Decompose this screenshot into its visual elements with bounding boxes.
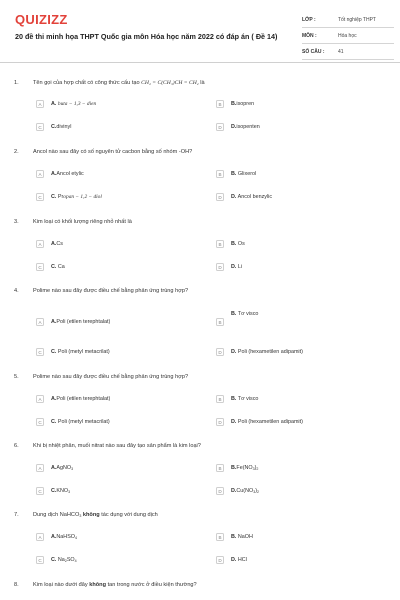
meta-row-count bbox=[302, 44, 394, 60]
option-b-label: B. Tơ visco bbox=[231, 311, 259, 317]
option-letter: B bbox=[216, 100, 224, 108]
option-c[interactable]: C $C.KNO_3$ bbox=[36, 486, 70, 496]
option-letter: A bbox=[36, 318, 44, 326]
question-text: Polime nào sau đây được điều chế bằng phản ứng trùng hợp? bbox=[33, 374, 189, 380]
option-a[interactable]: A A.Poli (etilen terephtalat) bbox=[36, 317, 110, 327]
question-number: 2. bbox=[14, 149, 19, 155]
option-letter: D bbox=[216, 263, 224, 271]
option-letter: D bbox=[216, 487, 224, 495]
meta-value: 41 bbox=[338, 48, 344, 55]
option-letter: D bbox=[216, 193, 224, 201]
option-letter: C bbox=[36, 123, 44, 131]
option-c[interactable]: C C.divinyl bbox=[36, 122, 71, 132]
question-number: 6. bbox=[14, 443, 19, 449]
meta-label: MÔN : bbox=[302, 32, 317, 39]
worksheet-title: 20 đề thi minh họa THPT Quốc gia môn Hóa học năm 2022 có đáp án ( Đề 14) bbox=[15, 32, 278, 41]
option-d[interactable]: D D. Poli (hexametilen adipamit) bbox=[216, 417, 303, 427]
option-letter: B bbox=[216, 395, 224, 403]
header-divider bbox=[0, 62, 400, 63]
option-b[interactable]: B B. Os bbox=[216, 239, 245, 249]
option-letter: B bbox=[216, 464, 224, 472]
option-letter: C bbox=[36, 193, 44, 201]
option-a[interactable]: A A.Poli (etilen terephtalat) bbox=[36, 394, 110, 404]
option-d[interactable]: D $D.Cu(NO_3)_2$ bbox=[216, 486, 259, 496]
option-b[interactable] bbox=[216, 317, 231, 327]
meta-row-class bbox=[302, 12, 394, 28]
formula: CH₂ = C(CH₃)CH = CH₂ bbox=[141, 80, 199, 86]
option-d[interactable]: D D.isopenten bbox=[216, 122, 260, 132]
option-a[interactable]: A A. buta − 1,3 − dien bbox=[36, 99, 96, 109]
question-number: 5. bbox=[14, 374, 19, 380]
quizizz-logo: QUIZIZZ bbox=[15, 12, 68, 27]
option-a[interactable]: A A.NaHSO$_4$ bbox=[36, 532, 77, 542]
worksheet-meta bbox=[302, 12, 394, 60]
option-letter: A bbox=[36, 240, 44, 248]
question-number: 3. bbox=[14, 219, 19, 225]
option-c[interactable]: C C. Ca bbox=[36, 262, 65, 272]
option-letter: A bbox=[36, 533, 44, 541]
option-letter: D bbox=[216, 556, 224, 564]
option-letter: B bbox=[216, 533, 224, 541]
option-b[interactable]: B B.isopren bbox=[216, 99, 254, 109]
option-letter: B bbox=[216, 170, 224, 178]
option-a[interactable]: A A.AgNO$_3$ bbox=[36, 463, 73, 473]
option-letter: B bbox=[216, 318, 224, 326]
option-d[interactable]: D D. HCl bbox=[216, 555, 247, 565]
option-letter: B bbox=[216, 240, 224, 248]
option-letter: C bbox=[36, 556, 44, 564]
option-c[interactable]: C C. Propan − 1,2 − diol bbox=[36, 192, 102, 202]
question-text: Dung dịch NaHCO$_3$ không tác dụng với dung dịch bbox=[33, 512, 158, 518]
option-d[interactable]: D D. Ancol benzylic bbox=[216, 192, 272, 202]
option-c[interactable]: C C. $Na_2SO_4$ bbox=[36, 555, 77, 565]
option-letter: C bbox=[36, 263, 44, 271]
option-b[interactable]: B B. Tơ visco bbox=[216, 394, 258, 404]
option-b[interactable]: B $B.Fe(NO_3)_2$ bbox=[216, 463, 258, 473]
meta-row-subject bbox=[302, 28, 394, 44]
option-letter: D bbox=[216, 418, 224, 426]
option-letter: A bbox=[36, 464, 44, 472]
option-letter: A bbox=[36, 170, 44, 178]
option-a[interactable]: A A.Cs bbox=[36, 239, 63, 249]
option-letter: C bbox=[36, 487, 44, 495]
question-text: Kim loại có khối lượng riêng nhỏ nhất là bbox=[33, 219, 132, 225]
question-number: 1. bbox=[14, 80, 19, 86]
question-text: Tên gọi của hợp chất có công thức cấu tạo CH₂ = C(CH₃)CH = CH₂ là bbox=[33, 80, 205, 86]
option-a[interactable]: A A.Ancol etylic bbox=[36, 169, 84, 179]
meta-label: SỐ CÂU : bbox=[302, 48, 325, 55]
meta-label: LỚP : bbox=[302, 16, 316, 23]
option-letter: D bbox=[216, 123, 224, 131]
question-number: 4. bbox=[14, 288, 19, 294]
question-text: Khi bị nhiệt phân, muối nitrat nào sau đây tạo sản phẩm là kim loại? bbox=[33, 443, 201, 449]
question-number: 7. bbox=[14, 512, 19, 518]
option-c[interactable]: C C. Poli (metyl metacrilat) bbox=[36, 347, 110, 357]
option-b[interactable]: B B. NaOH bbox=[216, 532, 253, 542]
option-letter: C bbox=[36, 348, 44, 356]
option-d[interactable]: D D. Poli (hexametilen adipamit) bbox=[216, 347, 303, 357]
option-d[interactable]: D D. Li bbox=[216, 262, 242, 272]
question-text: Ancol nào sau đây có số nguyên tử cacbon bằng số nhóm -OH? bbox=[33, 149, 193, 155]
meta-value: Tốt nghiệp THPT bbox=[338, 16, 376, 23]
option-letter: C bbox=[36, 418, 44, 426]
option-letter: D bbox=[216, 348, 224, 356]
option-b[interactable]: B B. Glixerol bbox=[216, 169, 256, 179]
option-letter: A bbox=[36, 395, 44, 403]
question-text: Polime nào sau đây được điều chế bằng phản ứng trùng hợp? bbox=[33, 288, 189, 294]
question-text: Kim loại nào dưới đây không tan trong nước ở điều kiện thường? bbox=[33, 582, 197, 588]
option-letter: A bbox=[36, 100, 44, 108]
option-c[interactable]: C C. Poli (metyl metacrilat) bbox=[36, 417, 110, 427]
question-number: 8. bbox=[14, 582, 19, 588]
meta-value: Hóa học bbox=[338, 32, 357, 39]
